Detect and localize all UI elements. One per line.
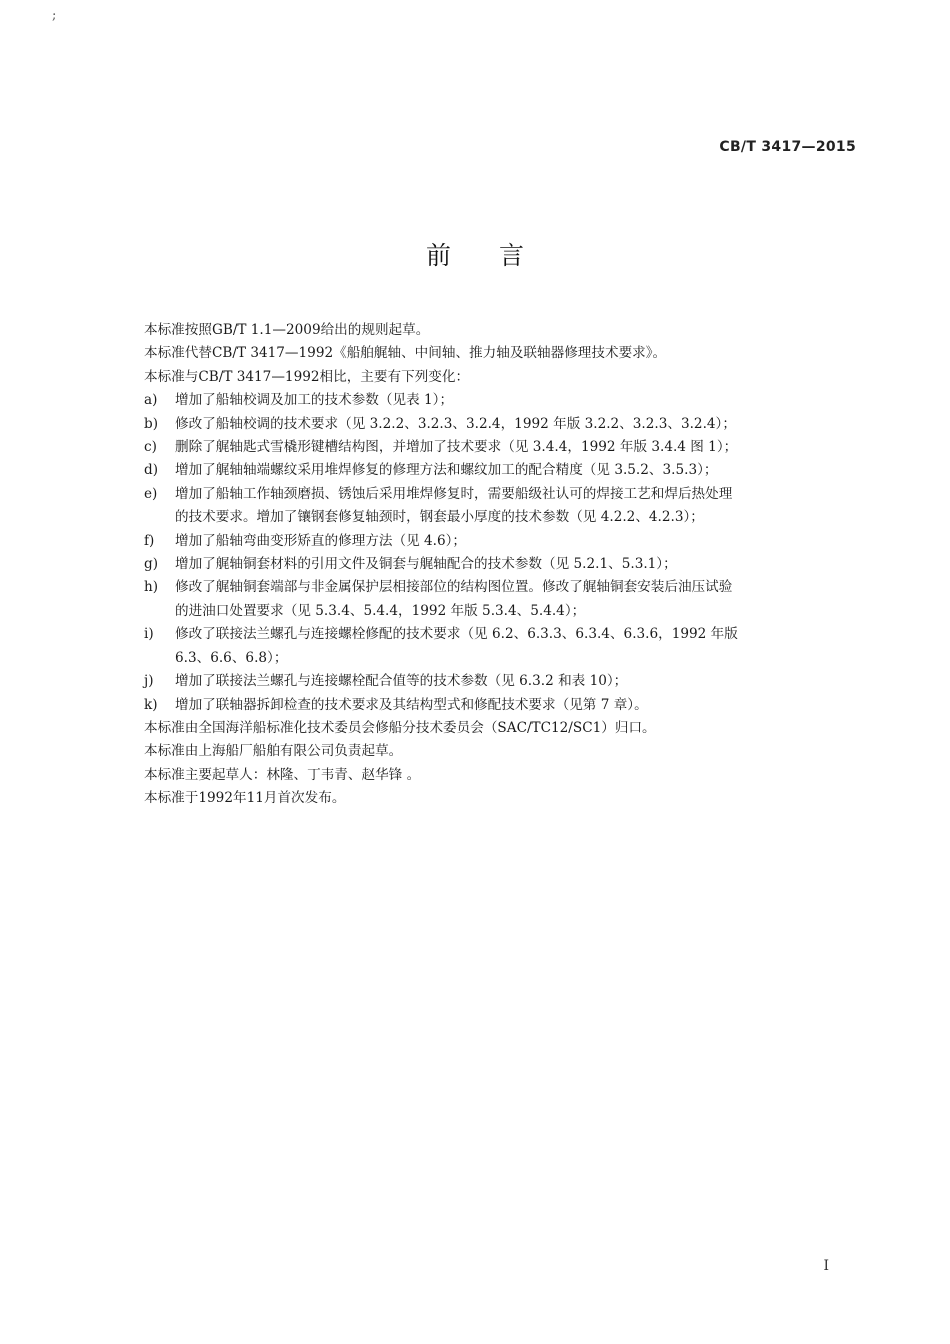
list-item [144,553,856,576]
list-item [144,483,856,530]
list-item-label: b) [144,415,159,432]
paragraph-replaces: 本标准代替CB/T 3417—1992《船舶艉轴、中间轴、推力轴及联轴器修理技术要求》。 [144,345,667,362]
list-item-label: d) [144,462,159,479]
list-item [144,459,856,482]
paragraph-drafters: 本标准主要起草人：林隆、丁韦青、赵华锋 。 [144,766,421,783]
list-item-text: 修改了联接法兰螺孔与连接螺栓修配的技术要求（见 6.2、6.3.3、6.3.4、6.3.6，1992 年版 [175,626,738,643]
list-item-text: 修改了船轴校调的技术要求（见 3.2.2、3.2.3、3.2.4，1992 年版 3.2.2、3.2.3、3.2.4）； [175,415,736,432]
list-item-text: 增加了联接法兰螺孔与连接螺栓配合值等的技术参数（见 6.3.2 和表 10）； [175,673,628,690]
list-item-label: c) [144,439,157,456]
list-item-label: a) [144,392,158,409]
list-item [144,623,856,670]
list-item-label: e) [144,485,158,502]
list-item [144,436,856,459]
list-item-label: i) [144,626,154,643]
list-item-text: 增加了船轴校调及加工的技术参数（见表 1）； [175,392,454,409]
stray-mark: ; [52,8,57,23]
list-item-text-continued: 6.3、6.6、6.8）； [175,649,288,666]
list-item-text: 增加了联轴器拆卸检查的技术要求及其结构型式和修配技术要求（见第 7 章）。 [175,696,648,713]
list-item-text: 增加了艉轴铜套材料的引用文件及铜套与艉轴配合的技术参数（见 5.2.1、5.3.1）； [175,556,677,573]
list-item-label: h) [144,579,159,596]
paragraph-first-release: 本标准于1992年11月首次发布。 [144,790,346,807]
standard-code: CB/T 3417—2015 [719,139,856,155]
list-item-text-continued: 的进油口处置要求（见 5.3.4、5.4.4，1992 年版 5.3.4、5.4.4）； [175,602,586,619]
list-item [144,694,856,717]
paragraph-drafting-rules: 本标准按照GB/T 1.1—2009给出的规则起草。 [144,322,430,338]
foreword-body [144,319,856,811]
paragraph-changes-intro: 本标准与CB/T 3417—1992相比，主要有下列变化： [144,368,470,385]
list-item [144,670,856,693]
list-item-label: k) [144,696,158,713]
list-item-text: 增加了船轴弯曲变形矫直的修理方法（见 4.6）； [175,532,467,549]
list-item-text: 增加了艉轴轴端螺纹采用堆焊修复的修理方法和螺纹加工的配合精度（见 3.5.2、3.5.3）； [175,462,718,479]
page-number: I [823,1258,829,1274]
list-item-text: 删除了艉轴匙式雪橇形键槽结构图，并增加了技术要求（见 3.4.4，1992 年版 3.4.4 图 1）； [175,439,738,456]
paragraph-responsible-committee: 本标准由全国海洋船标准化技术委员会修船分技术委员会（SAC/TC12/SC1）归口。 [144,719,656,736]
list-item-label: j) [144,673,154,690]
list-item-text: 增加了船轴工作轴颈磨损、锈蚀后采用堆焊修复时，需要船级社认可的焊接工艺和焊后热处理 [175,485,733,502]
list-item-label: g) [144,556,159,573]
list-item-text: 修改了艉轴铜套端部与非金属保护层相接部位的结构图位置。修改了艉轴铜套安装后油压试验 [175,579,733,596]
list-item-text-continued: 的技术要求。增加了镶钢套修复轴颈时，钢套最小厚度的技术参数（见 4.2.2、4.2.3）； [175,509,704,526]
list-item [144,413,856,436]
list-item [144,576,856,623]
list-item [144,530,856,553]
page-title: 前言 [425,241,572,270]
list-item [144,389,856,412]
list-item-label: f) [144,532,155,549]
paragraph-drafting-organization: 本标准由上海船厂船舶有限公司负责起草。 [144,743,403,760]
